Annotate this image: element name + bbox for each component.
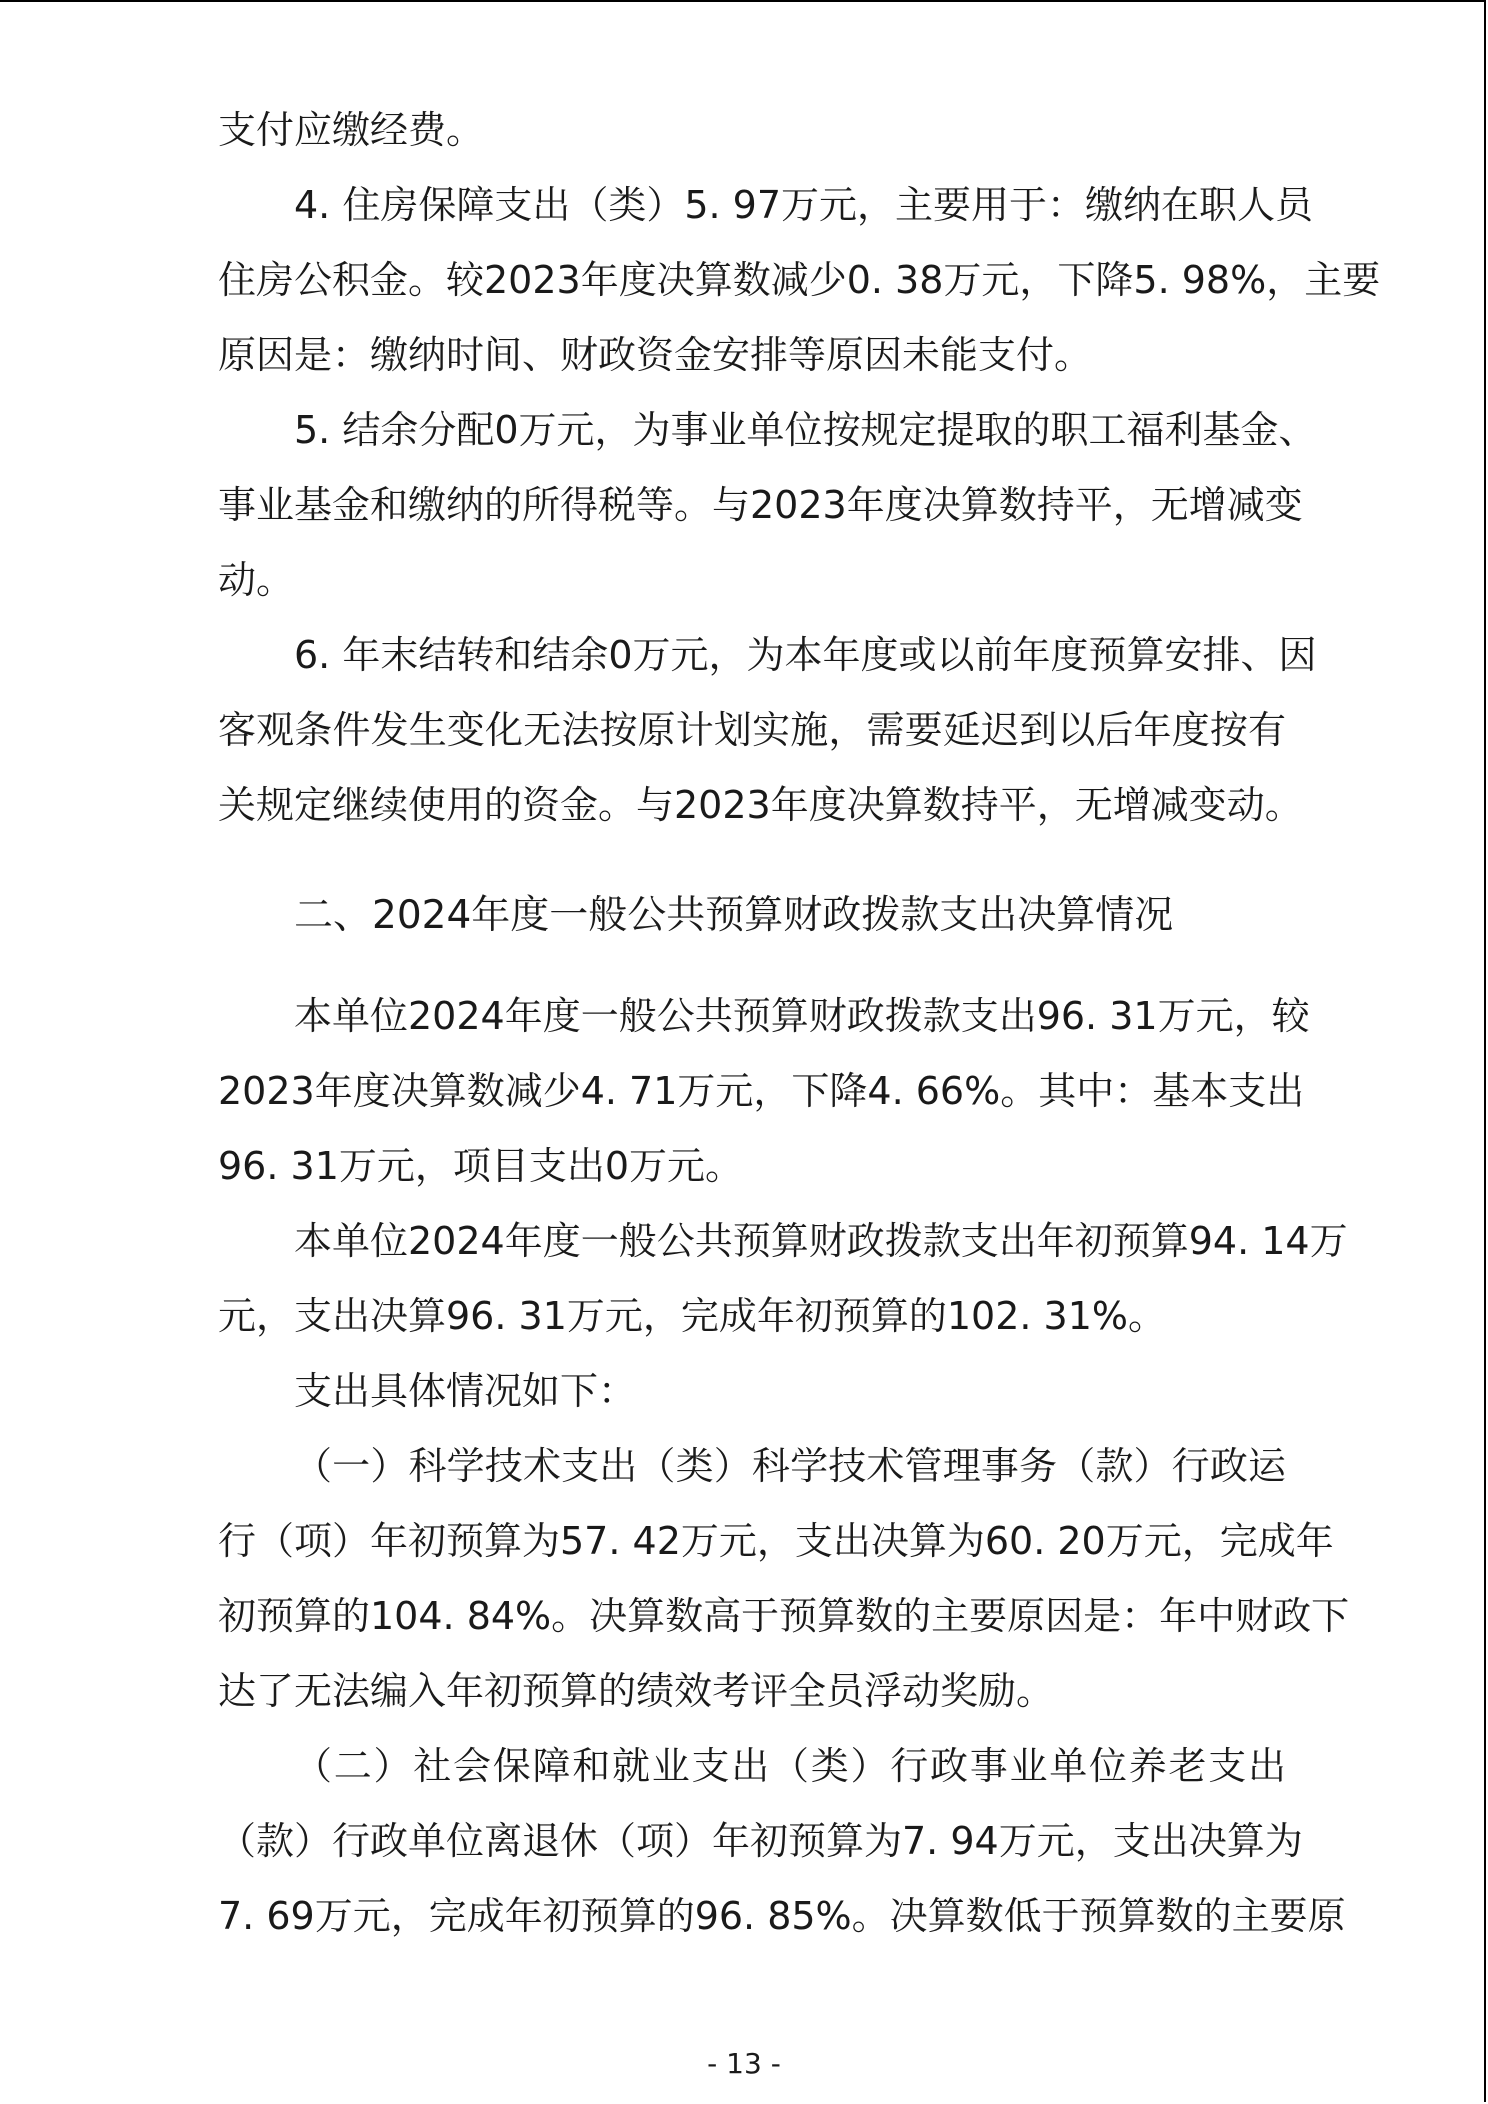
text-line: 关规定继续使用的资金。与2023年度决算数持平，无增减变动。 (218, 783, 1303, 827)
section-heading: 二、2024年度一般公共预算财政拨款支出决算情况 (294, 893, 1174, 938)
text-line: 支付应缴经费。 (218, 108, 485, 152)
text-line: 元，支出决算96. 31万元，完成年初预算的102. 31%。 (218, 1294, 1167, 1338)
text-line: 本单位2024年度一般公共预算财政拨款支出96. 31万元，较 (294, 994, 1310, 1038)
paragraph-science-tech (218, 1436, 1350, 1736)
text-line: 7. 69万元，完成年初预算的96. 85%。决算数低于预算数的主要原 (218, 1894, 1346, 1938)
paragraph-details-intro (218, 1361, 1286, 1436)
text-line: 行（项）年初预算为57. 42万元，支出决算为60. 20万元，完成年 (218, 1519, 1334, 1563)
text-line: （二）社会保障和就业支出（类）行政事业单位养老支出 (294, 1744, 1286, 1788)
paragraph-surplus-distribution (218, 400, 1317, 625)
text-line: 初预算的104. 84%。决算数高于预算数的主要原因是：年中财政下 (218, 1594, 1350, 1638)
text-line: 支出具体情况如下： (294, 1369, 637, 1413)
text-line: 本单位2024年度一般公共预算财政拨款支出年初预算94. 14万 (294, 1219, 1348, 1263)
text-line: 客观条件发生变化无法按原计划实施，需要延迟到以后年度按有 (218, 708, 1286, 752)
text-line: 住房公积金。较2023年度决算数减少0. 38万元，下降5. 98%，主要 (218, 258, 1381, 302)
text-line: 96. 31万元，项目支出0万元。 (218, 1144, 744, 1188)
text-line: （款）行政单位离退休（项）年初预算为7. 94万元，支出决算为 (218, 1819, 1303, 1863)
text-line: 动。 (218, 558, 295, 602)
text-line: （一）科学技术支出（类）科学技术管理事务（款）行政运 (294, 1444, 1286, 1488)
paragraph-year-end-balance (218, 625, 1317, 850)
text-line: 2023年度决算数减少4. 71万元，下降4. 66%。其中：基本支出 (218, 1069, 1305, 1113)
text-line: 4. 住房保障支出（类）5. 97万元，主要用于：缴纳在职人员 (294, 183, 1314, 227)
paragraph-budget-completion (218, 1211, 1348, 1361)
text-line: 达了无法编入年初预算的绩效考评全员浮动奖励。 (218, 1669, 1055, 1713)
paragraph-social-security (218, 1736, 1346, 1961)
text-line: 事业基金和缴纳的所得税等。与2023年度决算数持平，无增减变 (218, 483, 1303, 527)
text-line: 原因是：缴纳时间、财政资金安排等原因未能支付。 (218, 333, 1093, 377)
text-line: 5. 结余分配0万元，为事业单位按规定提取的职工福利基金、 (294, 408, 1317, 452)
paragraph-housing-expense (218, 175, 1381, 400)
document-body (218, 100, 1381, 1961)
paragraph-total-expenditure (218, 986, 1310, 1211)
paragraph-continuation (218, 100, 1286, 175)
page-number: - 13 - (707, 2047, 781, 2080)
text-line: 6. 年末结转和结余0万元，为本年度或以前年度预算安排、因 (294, 633, 1317, 677)
